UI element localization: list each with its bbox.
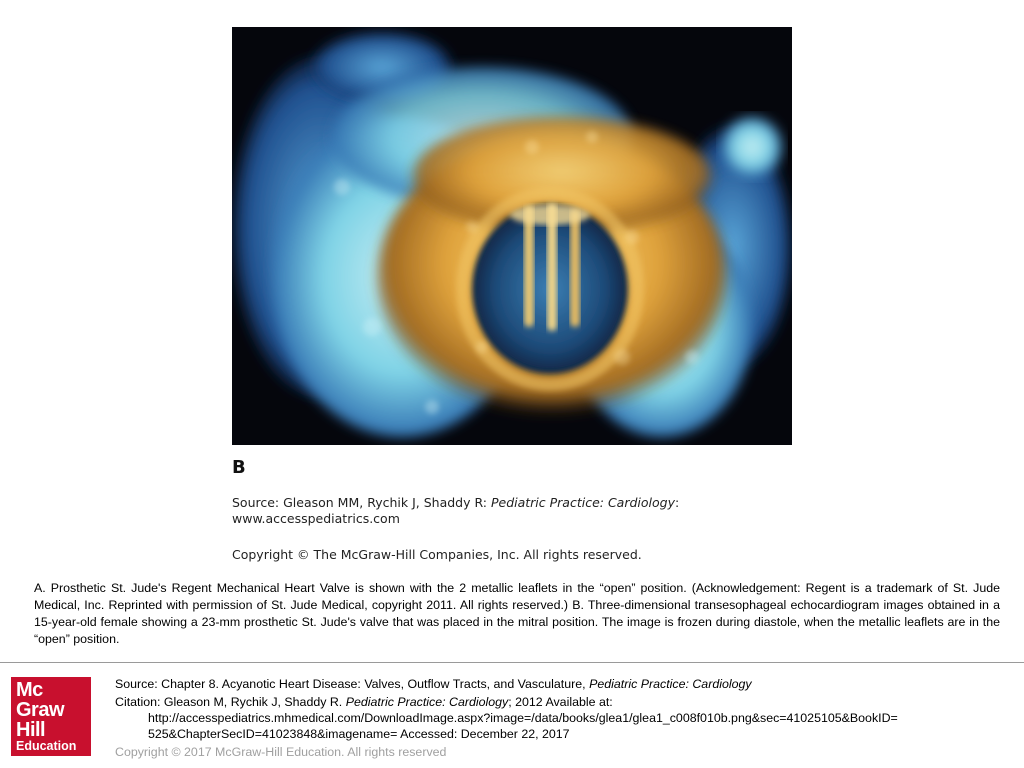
figure-source-title: Pediatric Practice: Cardiology	[490, 495, 675, 510]
figure-source	[232, 495, 792, 527]
panel-label: B	[232, 457, 246, 478]
logo-line-3: Hill	[16, 719, 46, 741]
footer-source-prefix: Source: Chapter 8. Acyanotic Heart Disease: Valves, Outflow Tracts, and Vasculature,	[115, 677, 590, 691]
echocardiogram-rendering	[232, 27, 792, 445]
footer-source-title: Pediatric Practice: Cardiology	[589, 677, 752, 691]
figure-source-url: www.accesspediatrics.com	[232, 511, 400, 526]
footer-source	[115, 676, 1015, 692]
footer-citation-title: Pediatric Practice: Cardiology	[345, 695, 509, 709]
footer-divider	[0, 662, 1024, 663]
logo-line-2: Graw	[16, 699, 65, 721]
footer-citation-prefix: Citation: Gleason M, Rychik J, Shaddy R.	[115, 695, 346, 709]
footer-citation	[115, 694, 1015, 710]
figure-copyright: Copyright © The McGraw-Hill Companies, Inc. All rights reserved.	[232, 547, 642, 562]
footer-citation-url-2: 525&ChapterSecID=41023848&imagename= Accessed: December 22, 2017	[148, 727, 570, 741]
footer-citation-suffix: ; 2012 Available at:	[508, 695, 613, 709]
echocardiogram-image	[232, 27, 792, 445]
footer-copyright: Copyright © 2017 McGraw-Hill Education. All rights reserved	[115, 745, 447, 759]
figure-source-suffix: :	[675, 495, 680, 510]
footer-citation-block	[115, 676, 1015, 760]
logo-line-1: Mc	[16, 679, 43, 701]
mcgraw-hill-logo	[11, 677, 91, 756]
figure-caption: A. Prosthetic St. Jude's Regent Mechanical Heart Valve is shown with the 2 metallic leaflets in the “open” position. (Acknowledgement: Regent is a trademark of St. Jude Medical, Inc. Reprinted with permission of St. Jude Medical, copyright 2011. All rights reserved.) B. Three-dimensional transesophageal echocardiogram images obtained in a 15-year-old female showing a 23-mm prosthetic St. Jude's valve that was placed in the mitral position. The image is frozen during diastole, when the metallic leaflets are in the “open” position.	[34, 581, 1000, 646]
logo-line-4: Education	[16, 739, 77, 753]
echocardiogram-figure	[232, 27, 792, 564]
figure-source-prefix: Source: Gleason MM, Rychik J, Shaddy R:	[232, 495, 491, 510]
footer-citation-url-1: http://accesspediatrics.mhmedical.com/DownloadImage.aspx?image=/data/books/glea1/glea1_c008f010b.png&sec=41025105&BookID=	[148, 711, 898, 725]
